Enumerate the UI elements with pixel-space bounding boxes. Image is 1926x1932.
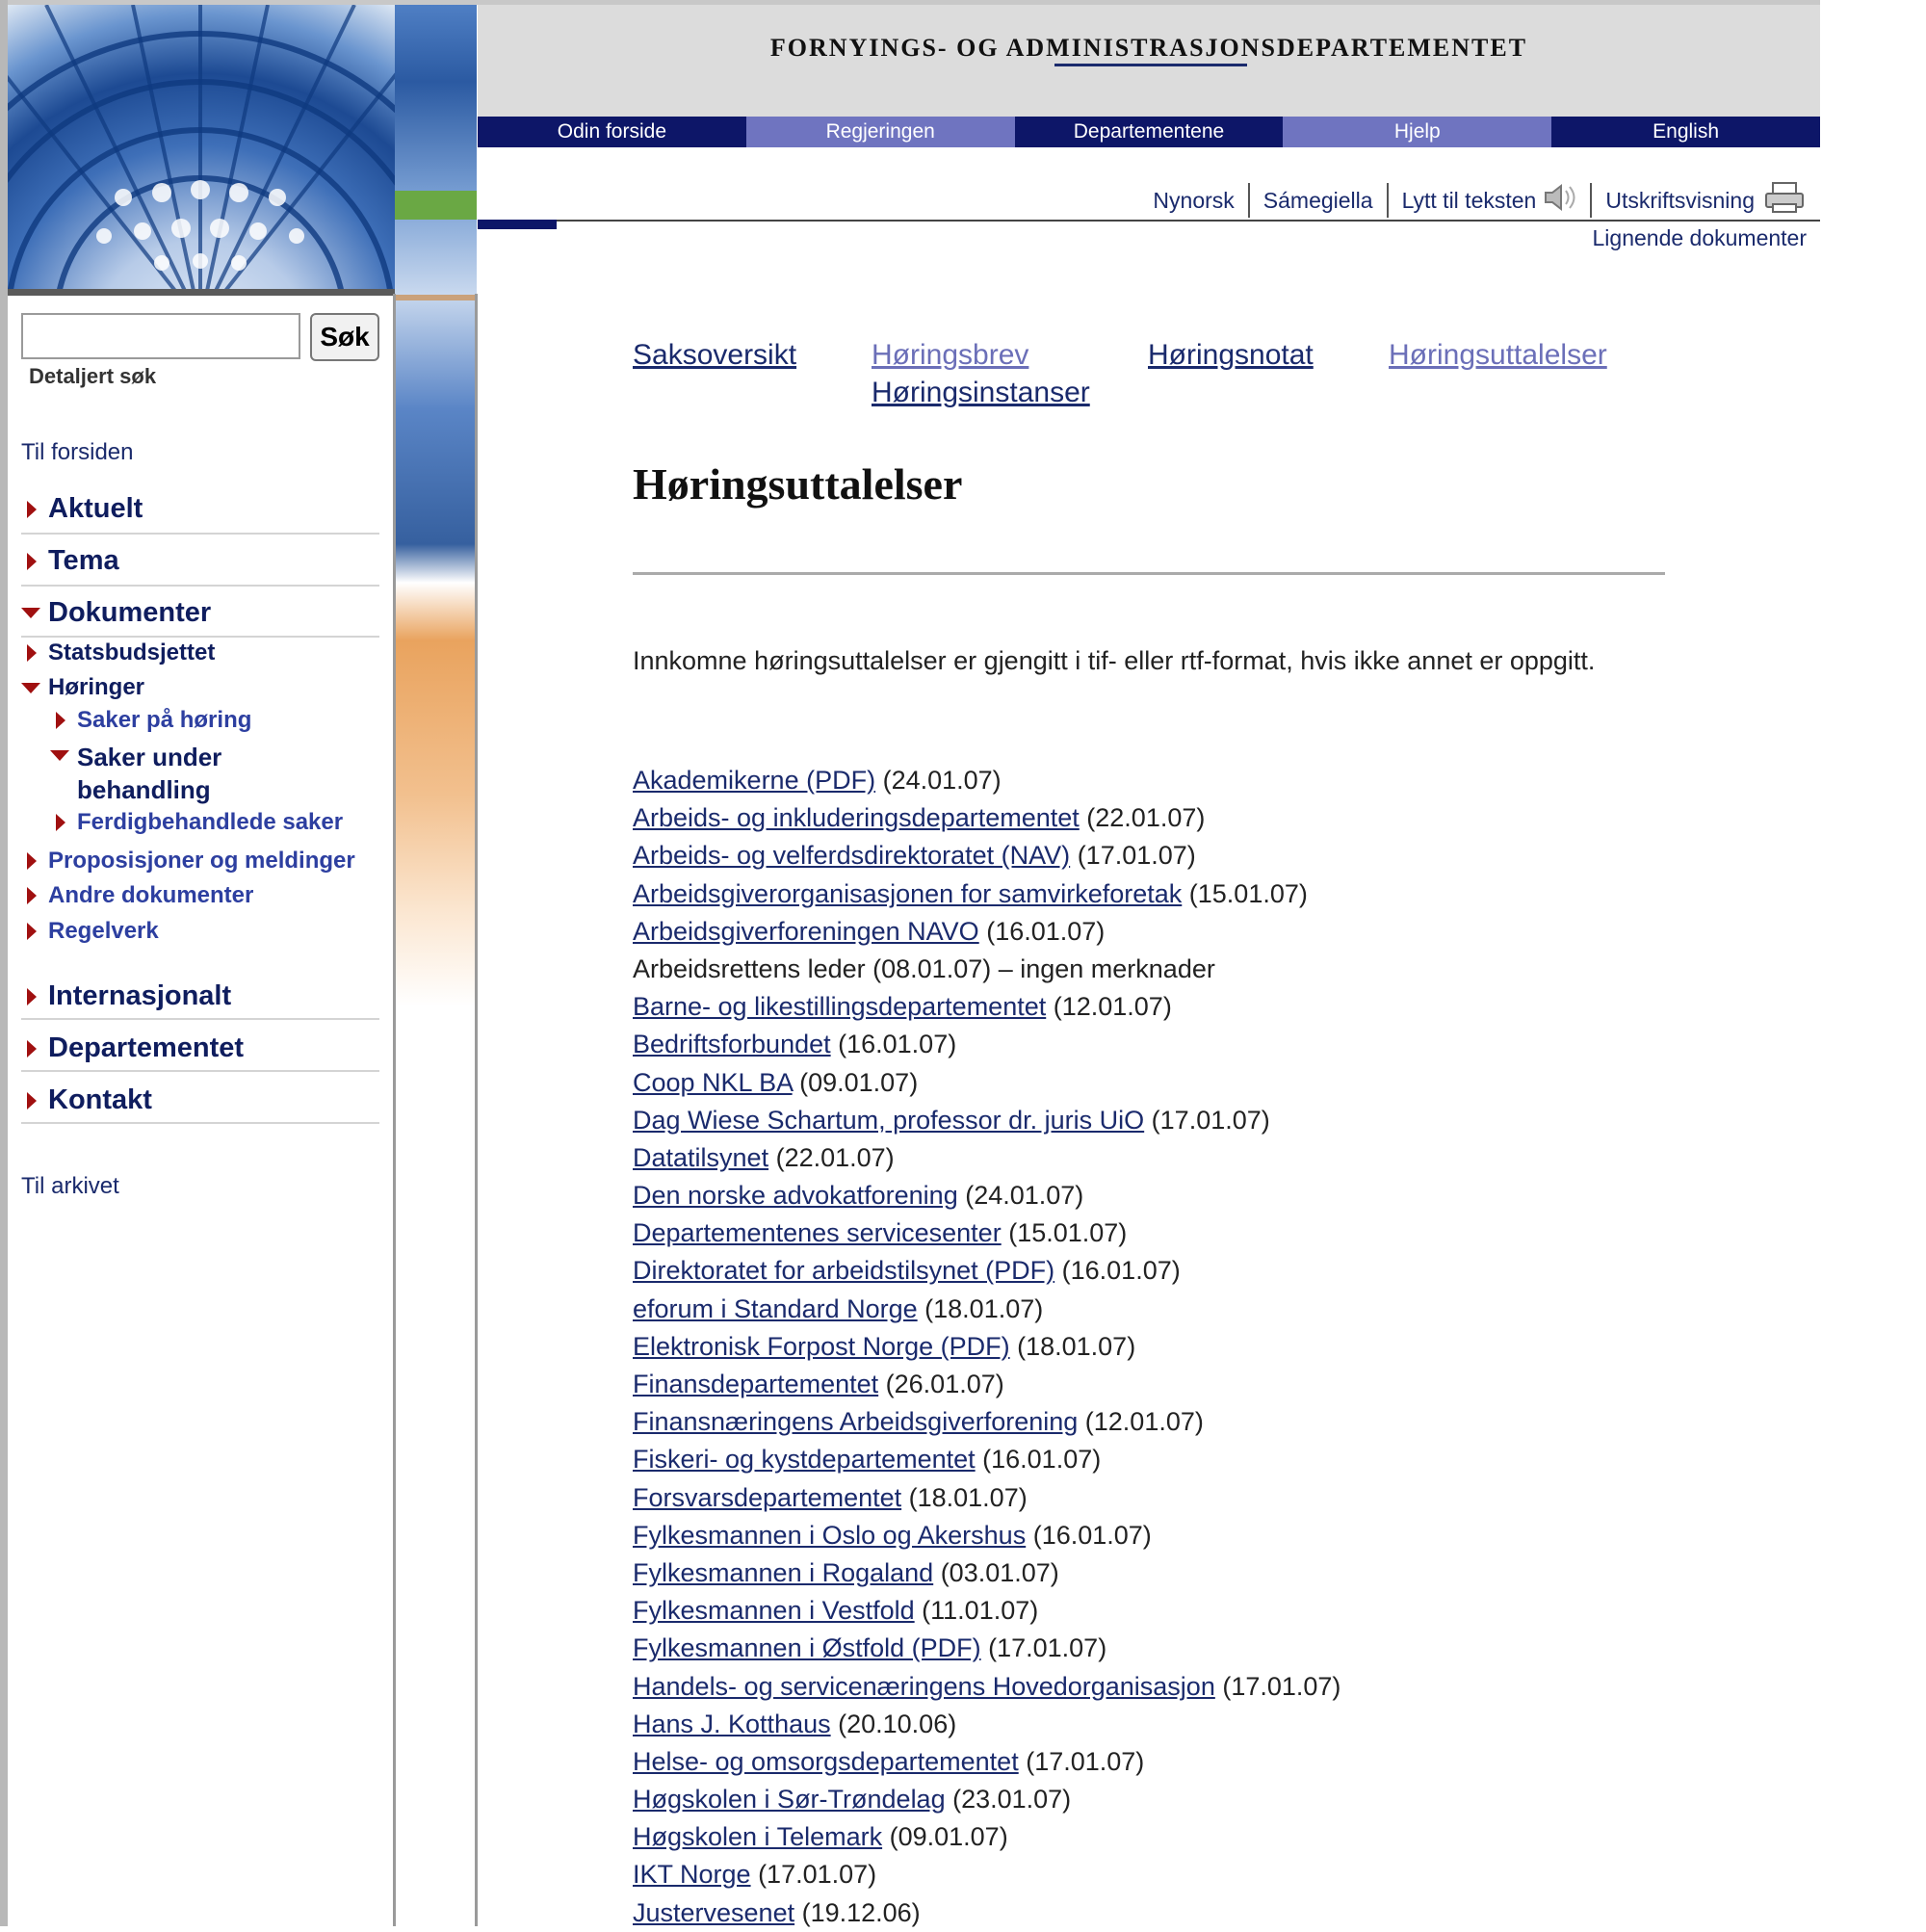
- arrow-right-icon: [56, 712, 65, 729]
- utility-bar: [1139, 181, 1818, 220]
- sidebar-item-dokumenter[interactable]: [21, 597, 379, 629]
- topnav-english[interactable]: English: [1551, 117, 1820, 147]
- tab-horingsbrev[interactable]: Høringsbrev: [872, 339, 1029, 371]
- response-item: [633, 1781, 1788, 1818]
- sidebar-item-tema[interactable]: [21, 545, 379, 577]
- response-date: (16.01.07): [830, 1030, 957, 1059]
- arrow-right-icon: [27, 553, 37, 570]
- response-link[interactable]: Den norske advokatforening: [633, 1181, 958, 1211]
- arrow-right-icon: [27, 923, 37, 940]
- banner-divider: [8, 289, 395, 296]
- site-title-underline: [1054, 64, 1247, 66]
- response-link[interactable]: Arbeidsgiverforeningen NAVO: [633, 916, 979, 946]
- banner-image: [8, 5, 395, 294]
- sidebar-item-kontakt[interactable]: [21, 1084, 379, 1116]
- sidebar-divider: [21, 636, 379, 638]
- response-date: (22.01.07): [768, 1142, 895, 1172]
- arrow-down-icon: [21, 608, 40, 618]
- response-item: [633, 1252, 1788, 1290]
- responses-list: [633, 762, 1788, 1932]
- sidebar-item-label[interactable]: Dokumenter: [48, 597, 212, 628]
- response-date: (16.01.07): [1054, 1256, 1181, 1286]
- search-input[interactable]: [21, 313, 300, 359]
- tab-saksoversikt[interactable]: Saksoversikt: [633, 339, 797, 371]
- response-date: (09.01.07): [882, 1822, 1008, 1852]
- arrow-down-icon: [21, 683, 40, 693]
- topnav-odin-forside[interactable]: Odin forside: [478, 117, 746, 147]
- response-date: (17.01.07): [1144, 1105, 1270, 1135]
- archive-link[interactable]: Til arkivet: [21, 1173, 119, 1199]
- response-item: [633, 1706, 1788, 1743]
- utility-divider: [478, 220, 1820, 222]
- response-item: [633, 1856, 1788, 1893]
- top-navigation: [478, 117, 1820, 147]
- response-link[interactable]: Justervesenet: [633, 1897, 795, 1927]
- detailed-search-link[interactable]: Detaljert søk: [29, 364, 157, 388]
- sidebar-item-label[interactable]: Departementet: [48, 1032, 245, 1063]
- site-title: FORNYINGS- OG ADMINISTRASJONSDEPARTEMENTET: [769, 34, 1528, 62]
- decorative-strip-divider: [395, 295, 477, 300]
- response-link[interactable]: Fylkesmannen i Rogaland: [633, 1557, 934, 1587]
- response-date: (17.01.07): [1214, 1671, 1341, 1701]
- response-date: (26.01.07): [878, 1370, 1004, 1398]
- response-link[interactable]: Bedriftsforbundet: [633, 1030, 831, 1059]
- arrow-right-icon: [27, 852, 37, 870]
- response-link[interactable]: Helse- og omsorgsdepartementet: [633, 1746, 1019, 1776]
- sidebar-divider: [21, 1070, 379, 1072]
- sidebar-item-aktuelt[interactable]: [21, 493, 379, 525]
- home-link[interactable]: Til forsiden: [21, 439, 134, 465]
- response-item: [633, 762, 1788, 799]
- response-date: (18.01.07): [1009, 1331, 1136, 1361]
- sidebar-item-departementet[interactable]: [21, 1032, 379, 1064]
- response-link[interactable]: Forsvarsdepartementet: [633, 1482, 902, 1512]
- arrow-right-icon: [27, 988, 37, 1005]
- sidebar-item-saker-under-behandling[interactable]: [50, 741, 252, 806]
- response-date: (19.12.06): [794, 1897, 921, 1927]
- response-item: [633, 1064, 1788, 1102]
- response-item: [633, 913, 1788, 951]
- sidebar-item-horinger[interactable]: [21, 674, 379, 701]
- response-item: [633, 1214, 1788, 1252]
- sidebar-item-label[interactable]: Saker under behandling: [77, 743, 222, 804]
- sidebar-item-label[interactable]: Regelverk: [48, 918, 159, 944]
- response-link[interactable]: Akademikerne (PDF): [633, 766, 876, 795]
- response-item: [633, 1517, 1788, 1554]
- sidebar-item-label[interactable]: Andre dokumenter: [48, 882, 254, 908]
- arrow-right-icon: [27, 501, 37, 518]
- response-date: (16.01.07): [978, 916, 1106, 946]
- response-date: (15.01.07): [1001, 1218, 1128, 1248]
- printer-icon: [1764, 181, 1805, 220]
- response-link[interactable]: IKT Norge: [633, 1860, 751, 1890]
- response-link[interactable]: Barne- og likestillingsdepartementet: [633, 992, 1047, 1022]
- response-link[interactable]: Høgskolen i Telemark: [633, 1822, 883, 1852]
- sidebar-item-label[interactable]: Kontakt: [48, 1084, 152, 1115]
- response-link[interactable]: Finansdepartementet: [633, 1370, 879, 1398]
- sidebar-item-label[interactable]: Tema: [48, 545, 119, 576]
- sidebar-item-proposisjoner[interactable]: [21, 848, 379, 875]
- response-link[interactable]: Fiskeri- og kystdepartementet: [633, 1445, 976, 1475]
- sidebar-item-label[interactable]: Proposisjoner og meldinger: [48, 848, 355, 874]
- response-item: [633, 1441, 1788, 1478]
- arrow-right-icon: [27, 887, 37, 904]
- response-item: [633, 799, 1788, 837]
- listen-link[interactable]: [1389, 183, 1591, 218]
- response-item: [633, 875, 1788, 913]
- arrow-right-icon: [27, 1040, 37, 1057]
- response-item: [633, 1743, 1788, 1781]
- samegiella-link[interactable]: Sámegiella: [1262, 187, 1373, 213]
- title-divider: [633, 572, 1665, 575]
- sidebar-item-saker-pa-horing[interactable]: [50, 707, 379, 734]
- response-date: (17.01.07): [1070, 841, 1196, 871]
- nynorsk-link[interactable]: Nynorsk: [1153, 187, 1235, 213]
- sidebar-item-label[interactable]: Statsbudsjettet: [48, 640, 216, 666]
- response-link[interactable]: Hans J. Kotthaus: [633, 1709, 831, 1738]
- sidebar-item-andre-dokumenter[interactable]: [21, 882, 379, 909]
- response-text: Arbeidsrettens leder (08.01.07) – ingen merknader: [633, 953, 1215, 983]
- response-date: (11.01.07): [914, 1596, 1039, 1626]
- tab-horingsnotat[interactable]: Høringsnotat: [1148, 339, 1314, 371]
- sidebar-item-internasjonalt[interactable]: [21, 980, 379, 1012]
- response-item: [633, 1668, 1788, 1706]
- arrow-right-icon: [27, 644, 37, 662]
- response-link[interactable]: Handels- og servicenæringens Hovedorganisasjon: [633, 1671, 1215, 1701]
- decorative-strip-accent: [395, 191, 477, 220]
- response-item: [633, 1554, 1788, 1592]
- sidebar-divider: [21, 1018, 379, 1020]
- response-link[interactable]: eforum i Standard Norge: [633, 1293, 918, 1323]
- response-date: (18.01.07): [901, 1482, 1028, 1512]
- response-date: (22.01.07): [1079, 803, 1206, 833]
- response-date: (16.01.07): [975, 1445, 1102, 1475]
- response-date: (18.01.07): [917, 1293, 1044, 1323]
- response-link[interactable]: Dag Wiese Schartum, professor dr. juris UiO: [633, 1105, 1145, 1135]
- sidebar-divider: [21, 533, 379, 535]
- response-item: [633, 1630, 1788, 1667]
- print-view-label: Utskriftsvisning: [1605, 187, 1755, 213]
- response-link[interactable]: Arbeids- og inkluderingsdepartementet: [633, 803, 1080, 833]
- response-item: [633, 951, 1788, 988]
- response-date: (17.01.07): [1018, 1746, 1145, 1776]
- response-date: (15.01.07): [1182, 878, 1308, 908]
- decorative-strip: [395, 5, 477, 1926]
- response-link[interactable]: Fylkesmannen i Østfold (PDF): [633, 1633, 981, 1663]
- response-date: (09.01.07): [792, 1067, 919, 1097]
- listen-label: Lytt til teksten: [1401, 187, 1537, 213]
- arrow-down-icon: [50, 750, 69, 761]
- response-date: (03.01.07): [933, 1557, 1059, 1587]
- sidebar-item-regelverk[interactable]: [21, 918, 379, 945]
- response-item: [633, 1177, 1788, 1214]
- response-link[interactable]: Coop NKL BA: [633, 1067, 793, 1097]
- response-date: (16.01.07): [1026, 1520, 1152, 1550]
- response-item: [633, 1403, 1788, 1441]
- response-date: (17.01.07): [750, 1860, 877, 1890]
- sidebar-item-ferdigbehandlede-saker[interactable]: [50, 809, 379, 836]
- sidebar-item-label[interactable]: Høringer: [48, 674, 145, 700]
- response-date: (20.10.06): [830, 1709, 957, 1738]
- sidebar-divider: [21, 585, 379, 587]
- response-item: [633, 1102, 1788, 1139]
- site-header: [478, 5, 1820, 117]
- response-link[interactable]: Arbeids- og velferdsdirektoratet (NAV): [633, 841, 1071, 871]
- topnav-regjeringen[interactable]: Regjeringen: [746, 117, 1015, 147]
- strip-border-left: [393, 294, 396, 1926]
- topnav-hjelp[interactable]: Hjelp: [1283, 117, 1551, 147]
- speaker-icon: [1544, 183, 1576, 218]
- response-item: [633, 988, 1788, 1026]
- sidebar-item-label[interactable]: Internasjonalt: [48, 980, 232, 1011]
- response-item: [633, 1366, 1788, 1403]
- utility-divider-accent: [478, 220, 557, 229]
- topnav-departementene[interactable]: Departementene: [1015, 117, 1284, 147]
- response-date: (24.01.07): [957, 1181, 1084, 1211]
- sidebar-divider: [21, 1122, 379, 1124]
- arrow-right-icon: [27, 1092, 37, 1110]
- search-button[interactable]: Søk: [310, 313, 379, 361]
- response-item: [633, 1592, 1788, 1630]
- response-item: [633, 837, 1788, 875]
- sidebar-item-statsbudsjettet[interactable]: [21, 640, 379, 666]
- response-link[interactable]: Fylkesmannen i Vestfold: [633, 1596, 915, 1626]
- response-date: (17.01.07): [980, 1633, 1107, 1663]
- tab-horingsuttalelser[interactable]: Høringsuttalelser: [1389, 339, 1607, 371]
- response-link[interactable]: Departementenes servicesenter: [633, 1218, 1002, 1248]
- response-item: [633, 1328, 1788, 1366]
- response-link[interactable]: Arbeidsgiverorganisasjonen for samvirkeforetak: [633, 878, 1183, 908]
- response-item: [633, 1479, 1788, 1517]
- intro-text: Innkomne høringsuttalelser er gjengitt i tif- eller rtf-format, hvis ikke annet er oppgitt.: [633, 646, 1596, 675]
- arrow-right-icon: [56, 814, 65, 831]
- response-item: [633, 1139, 1788, 1177]
- window-left-border: [0, 0, 8, 1926]
- print-view-link[interactable]: [1592, 181, 1818, 220]
- strip-border-right: [475, 294, 478, 1926]
- sidebar-item-label[interactable]: Ferdigbehandlede saker: [77, 809, 344, 835]
- sidebar-item-label[interactable]: Aktuelt: [48, 493, 143, 524]
- response-date: (12.01.07): [1046, 992, 1172, 1022]
- response-date: (23.01.07): [945, 1785, 1072, 1815]
- response-date: (24.01.07): [875, 766, 1002, 795]
- response-link[interactable]: Elektronisk Forpost Norge (PDF): [633, 1331, 1010, 1361]
- tab-horingsinstanser[interactable]: Høringsinstanser: [872, 377, 1090, 408]
- response-link[interactable]: Fylkesmannen i Oslo og Akershus: [633, 1520, 1027, 1550]
- response-item: [633, 1291, 1788, 1328]
- response-link[interactable]: Finansnæringens Arbeidsgiverforening: [633, 1407, 1079, 1437]
- similar-documents-link[interactable]: Lignende dokumenter: [1592, 225, 1807, 250]
- response-link[interactable]: Direktoratet for arbeidstilsynet (PDF): [633, 1256, 1055, 1286]
- page-title: Høringsuttalelser: [633, 459, 963, 509]
- response-date: (12.01.07): [1078, 1407, 1204, 1437]
- response-item: [633, 1818, 1788, 1856]
- response-link[interactable]: Høgskolen i Sør-Trøndelag: [633, 1785, 946, 1815]
- response-link[interactable]: Datatilsynet: [633, 1142, 769, 1172]
- response-item: [633, 1026, 1788, 1063]
- sidebar-item-label[interactable]: Saker på høring: [77, 707, 252, 733]
